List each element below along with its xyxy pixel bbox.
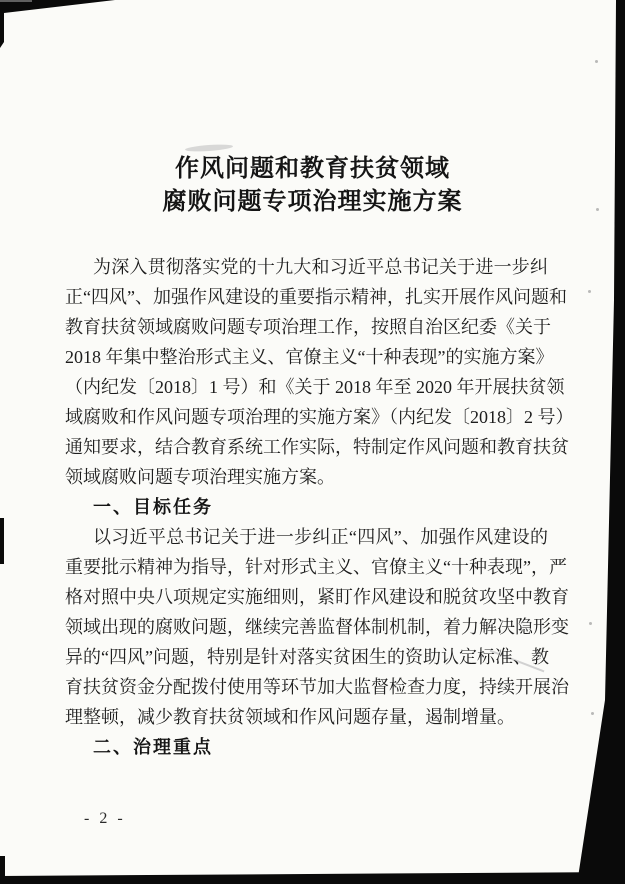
scan-speck <box>589 622 592 625</box>
paragraph1-line: 领域腐败问题专项治理实施方案。 <box>65 467 335 487</box>
paragraph1-line: 为深入贯彻落实党的十九大和习近平总书记关于进一步纠 <box>93 257 548 277</box>
paragraph2-line: 以习近平总书记关于进一步纠正“四风”、加强作风建设的 <box>93 527 548 547</box>
scan-artifact-left-corner <box>0 856 5 884</box>
document-title-line-1: 作风问题和教育扶贫领域 <box>175 156 450 182</box>
scan-artifact-top-left-corner <box>0 0 115 48</box>
paragraph2-line: 异的“四风”问题，特别是针对落实贫困生的资助认定标准、教 <box>65 647 549 667</box>
scan-artifact-top-line <box>0 0 32 2</box>
document-body <box>65 252 574 762</box>
document-title <box>0 153 625 219</box>
paragraph2-line: 育扶贫资金分配拨付使用等环节加大监督检查力度，持续开展治 <box>65 677 569 697</box>
paragraph2-line: 领域出现的腐败问题，继续完善监督体制机制，着力解决隐形变 <box>65 617 569 637</box>
scan-artifact-left-sliver <box>0 518 4 564</box>
scan-artifact-right-edge <box>570 0 625 884</box>
paragraph1-line: 2018 年集中整治形式主义、官僚主义“十种表现”的实施方案》 <box>65 347 554 367</box>
scan-speck <box>591 712 594 715</box>
paragraph1-line: 通知要求，结合教育系统工作实际，特制定作风问题和教育扶贫 <box>65 437 569 457</box>
scan-speck <box>595 60 598 63</box>
scan-speck <box>588 290 591 293</box>
paragraph1-line: 正“四风”、加强作风建设的重要指示精神，扎实开展作风问题和 <box>65 287 567 307</box>
paragraph2-line: 格对照中央八项规定实施细则，紧盯作风建设和脱贫攻坚中教育 <box>65 587 569 607</box>
paragraph1-line: 域腐败和作风问题专项治理的实施方案》（内纪发〔2018〕2 号） <box>65 407 574 427</box>
page-number: - 2 - <box>84 810 126 827</box>
paragraph1-line: 教育扶贫领域腐败问题专项治理工作，按照自治区纪委《关于 <box>65 317 551 337</box>
paragraph1-line: （内纪发〔2018〕1 号）和《关于 2018 年至 2020 年开展扶贫领 <box>65 377 565 397</box>
document-title-line-2: 腐败问题专项治理实施方案 <box>162 189 463 215</box>
scan-artifact-bottom-edge <box>0 872 625 884</box>
section-heading-2: 二、治理重点 <box>93 737 213 757</box>
paragraph2-line: 重要批示精神为指导，针对形式主义、官僚主义“十种表现”，严 <box>65 557 567 577</box>
scan-smudge <box>185 143 233 152</box>
section-heading-1: 一、目标任务 <box>93 497 213 517</box>
paragraph2-line: 理整顿，减少教育扶贫领域和作风问题存量，遏制增量。 <box>65 707 515 727</box>
